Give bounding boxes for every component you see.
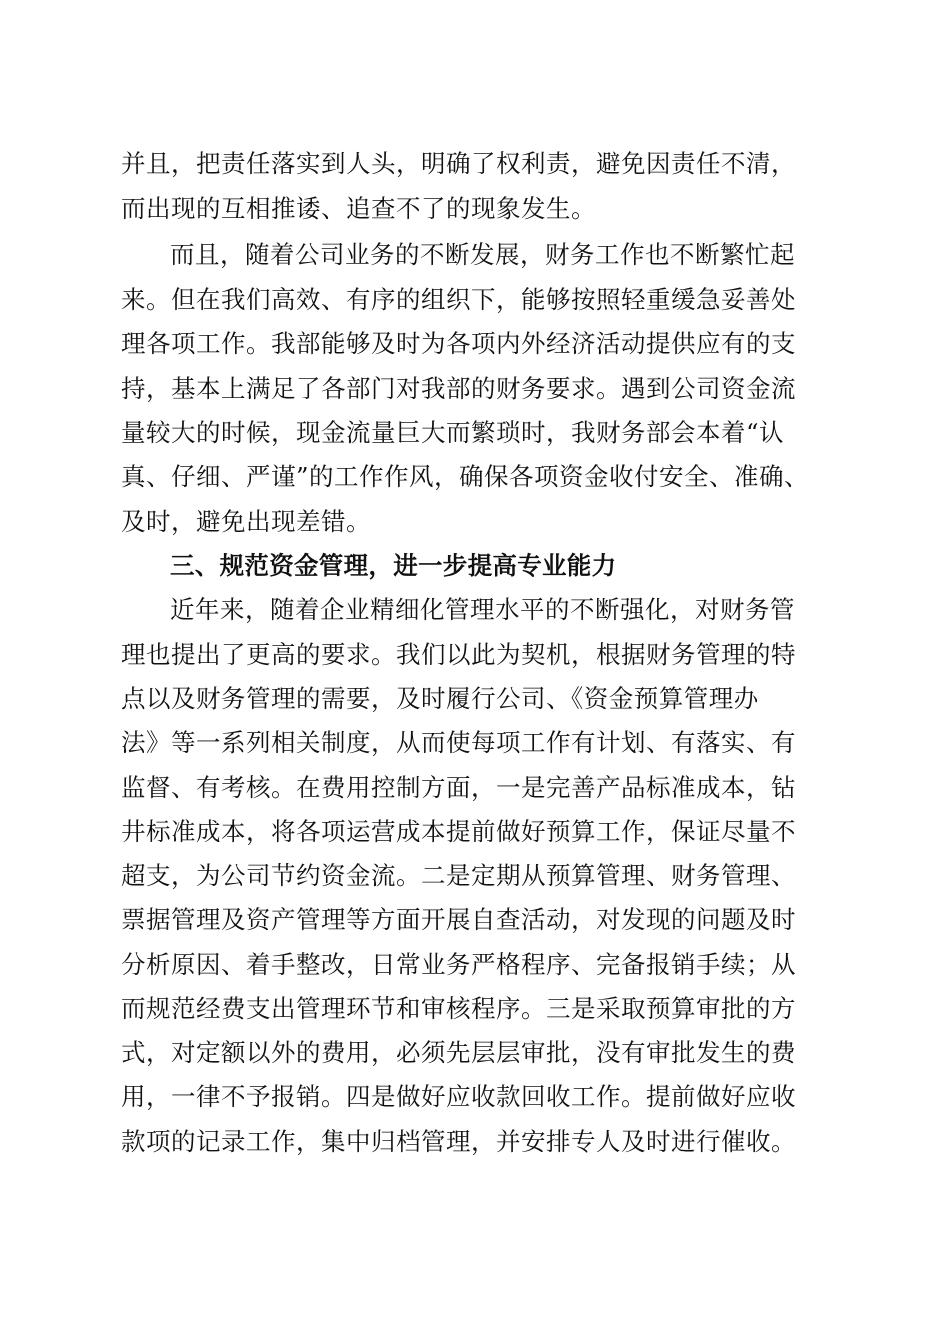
paragraph-start-line: 而且，随着公司业务的不断发展，财务工作也不断繁忙起 [170, 240, 795, 269]
text-line: 并且，把责任落实到人头，明确了权利责，避免因责任不清， [121, 149, 796, 178]
text-line: 票据管理及资产管理等方面开展自查活动，对发现的问题及时 [121, 905, 796, 934]
text-line: 量较大的时候，现金流量巨大而繁琐时，我财务部会本着“认 [121, 418, 785, 447]
text-line: 持，基本上满足了各部门对我部的财务要求。遇到公司资金流 [121, 374, 796, 403]
section-heading: 三、规范资金管理，进一步提高专业能力 [170, 551, 617, 580]
text-line: 理各项工作。我部能够及时为各项内外经济活动提供应有的支 [121, 329, 796, 358]
text-line: 分析原因、着手整改，日常业务严格程序、完备报销手续；从 [121, 950, 796, 979]
text-line: 井标准成本，将各项运营成本提前做好预算工作，保证尽量不 [121, 817, 796, 846]
text-line: 超支，为公司节约资金流。二是定期从预算管理、财务管理、 [121, 861, 796, 890]
text-line: 点以及财务管理的需要，及时履行公司、《资金预算管理办 [121, 684, 759, 713]
text-line: 而规范经费支出管理环节和审核程序。三是采取预算审批的方 [121, 994, 796, 1023]
text-line: 来。但在我们高效、有序的组织下，能够按照轻重缓急妥善处 [121, 285, 796, 314]
text-line: 式，对定额以外的费用，必须先层层审批，没有审批发生的费 [121, 1038, 796, 1067]
paragraph-start-line: 近年来，随着企业精细化管理水平的不断强化，对财务管 [170, 595, 795, 624]
text-line: 理也提出了更高的要求。我们以此为契机，根据财务管理的特 [121, 640, 796, 669]
text-line: 及时，避免出现差错。 [121, 507, 371, 536]
text-line: 款项的记录工作，集中归档管理，并安排专人及时进行催收。 [121, 1127, 796, 1156]
text-line: 法》等一系列相关制度，从而使每项工作有计划、有落实、有 [121, 728, 796, 757]
text-line: 而出现的互相推诿、追查不了的现象发生。 [121, 194, 596, 223]
text-line: 监督、有考核。在费用控制方面，一是完善产品标准成本，钻 [121, 773, 796, 802]
text-line: 真、仔细、严谨”的工作作风，确保各项资金收付安全、准确、 [121, 462, 810, 491]
text-line: 用，一律不予报销。四是做好应收款回收工作。提前做好应收 [121, 1082, 796, 1111]
